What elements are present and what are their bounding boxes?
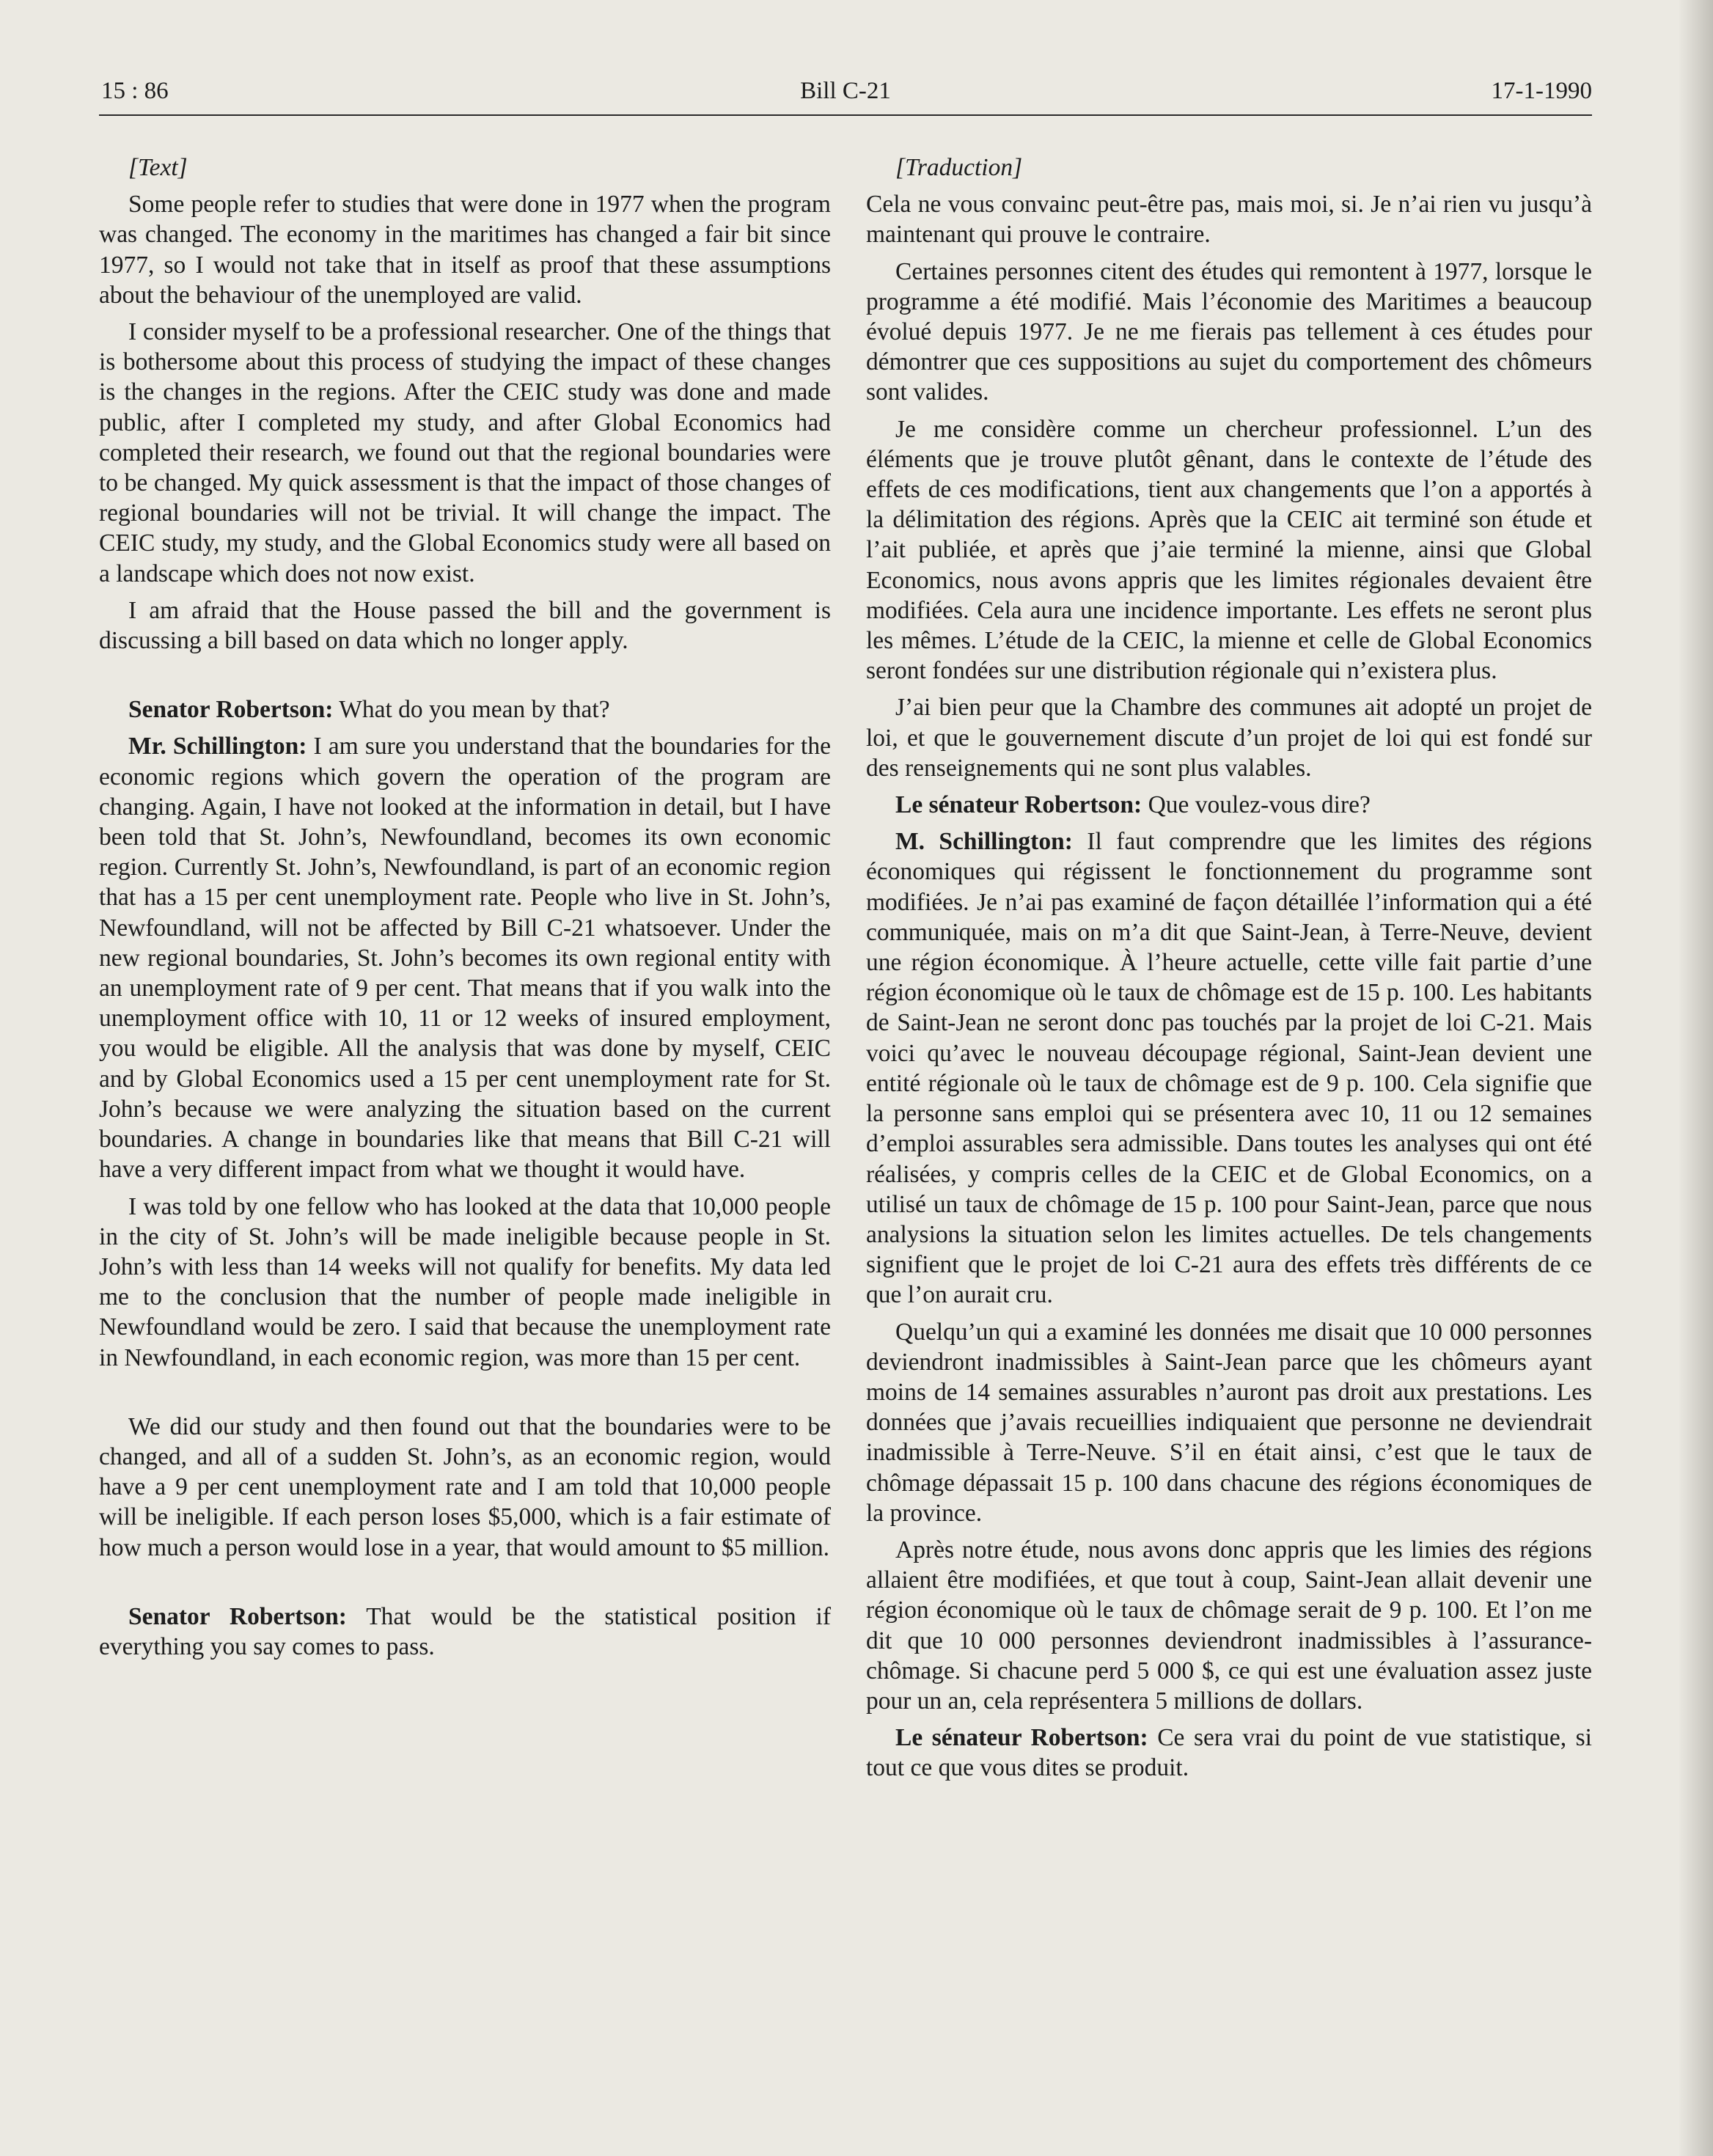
paragraph: Quelqu’un qui a examiné les données me disait que 10 000 personnes deviendront inadmissibles à Saint-Jean parce que les chômeurs ayant moins de 14 semaines assurables n’auront pas droit aux prestations. Les données que j’avais recueillies indiquaient que personne ne deviendrait inadmissible à Terre-Neuve. S’il en était ainsi, c’est que le taux de chômage dépassait 15 p. 100 dans chacune des régions économiques de la province. xyxy=(866,1318,1592,1527)
paragraph: Après notre étude, nous avons donc appris que les limies des régions allaient être modifiées, et que tout à coup, Saint-Jean allait devenir une région économique où le taux de chômage serait de 9 p. 100. Et l’on me dit que 10 000 personnes deviendront inadmissibles à l’assurance-chômage. Si chacune perd 5 000 $, ce qui est une évaluation assez juste pour un an, cela représentera 5 millions de dollars. xyxy=(866,1536,1592,1715)
label-word: Traduction xyxy=(905,154,1013,181)
speech-paragraph xyxy=(99,694,831,725)
speech-paragraph xyxy=(866,826,1592,1310)
label-bracket-close: ] xyxy=(177,154,188,181)
speaker-name: M. Schillington: xyxy=(895,828,1073,856)
speech-paragraph xyxy=(99,731,831,1184)
paragraph: Some people refer to studies that were done in 1977 when the program was changed. The economy in the maritimes has changed a fair bit since 1977, so I would not take that in itself as proof that these assumptions about the behaviour of the unemployed are valid. xyxy=(99,191,831,309)
speech-paragraph xyxy=(99,1602,831,1662)
paragraph: We did our study and then found out that the boundaries were to be changed, and all of a sudden St. John’s, as an economic region, would have a 9 per cent unemployment rate and I am told that 10,000 people will be ineligible. If each person loses $5,000, which is a fair estimate of how much a person would lose in a year, that would amount to $5 million. xyxy=(99,1412,831,1561)
paragraph: J’ai bien peur que la Chambre des communes ait adopté un projet de loi, et que le gouvernement discute d’un projet de loi qui est fondé sur des renseignements qui ne sont plus valables. xyxy=(866,694,1592,782)
speech-text: Ce sera vrai du point de vue statistique, si tout ce que vous dites se produit. xyxy=(866,1724,1592,1782)
speech-text: What do you mean by that? xyxy=(333,696,610,724)
paragraph: I consider myself to be a professional researcher. One of the things that is bothersome about this process of studying the impact of these changes is the changes in the regions. After the CEIC study was done and made public, after I completed my study, and after Global Economics had completed their research, we found out that the regional boundaries were to be changed. My quick assessment is that the impact of those changes of regional boundaries will not be trivial. It will change the impact. The CEIC study, my study, and the Global Economics study were all based on a landscape which does not now exist. xyxy=(99,318,831,587)
speech-paragraph xyxy=(866,790,1592,820)
speech-text: Il faut comprendre que les limites des régions économiques qui régissent le fonctionnement du programme sont modifiées. Je n’ai pas examiné de façon détaillée l’information qui a été communiquée, mais on m’a dit que Saint-Jean, à Terre-Neuve, devient une région économique. À l’heure actuelle, cette ville fait partie d’une région économique où le taux de chômage est de 15 p. 100. Les habitants de Saint-Jean ne seront donc pas touchés par la projet de loi C-21. Mais voici qu’avec le nouveau découpage régional, Saint-Jean devient une entité régionale où le taux de chômage est de 9 p. 100. Cela signifie que la personne sans emploi qui se présentera avec 10, 11 ou 12 semaines d’emploi assurables sera admissible. Dans toutes les analyses qui ont été réalisées, y compris celles de la CEIC et de Global Economics, on a utilisé un taux de chômage de 15 p. 100 pour Saint-Jean, parce que nous analysions la situation selon les limites actuelles. De tels changements signifient que le projet de loi C-21 aura des effets très différents de ce que l’on aurait cru. xyxy=(866,828,1592,1309)
label-bracket-open: [ xyxy=(128,154,139,181)
paragraph: Certaines personnes citent des études qui remontent à 1977, lorsque le programme a été modifié. Mais l’économie des Maritimes a beaucoup évolué depuis 1977. Je ne me fierais pas tellement à ces études pour démontrer que ces suppositions au sujet du comportement des chômeurs sont valides. xyxy=(866,257,1592,406)
speaker-name: Senator Robertson: xyxy=(128,696,334,724)
paragraph: Cela ne vous convainc peut-être pas, mais moi, si. Je n’ai rien vu jusqu’à maintenant qui prouve le contraire. xyxy=(866,191,1592,249)
speaker-name: Senator Robertson: xyxy=(128,1602,347,1630)
speech-paragraph xyxy=(866,1723,1592,1783)
text-label xyxy=(99,153,831,183)
speaker-name: Mr. Schillington: xyxy=(128,733,307,760)
traduction-label xyxy=(866,153,1592,183)
paragraph: Je me considère comme un chercheur professionnel. L’un des éléments que je trouve plutôt gênant, dans le contexte de l’étude des effets de ces modifications, tient aux changements que l’on a apportés à la délimitation des régions. Après que la CEIC ait terminé son étude et l’ait publiée, et après que j’aie terminé la mienne, ainsi que Global Economics, nous avons appris que les limites régionales devaient être modifiées. Cela aura une incidence importante. Les effets ne seront plus les mêmes. L’étude de la CEIC, la mienne et celle de Global Economics seront fondées sur une distribution régionale qui n’existera plus. xyxy=(866,415,1592,685)
page-edge-shadow xyxy=(1678,0,1713,2156)
french-column xyxy=(866,153,1592,1790)
label-bracket-close: ] xyxy=(1013,154,1023,181)
speaker-name: Le sénateur Robertson: xyxy=(895,1724,1148,1752)
speech-text: I am sure you understand that the boundaries for the economic regions which govern the operation of the program are changing. Again, I have not looked at the information in detail, but I have been told that St. John’s, Newfoundland, becomes its own economic region. Currently St. John’s, Newfoundland, is part of an economic region that has a 15 per cent unemployment rate. People who live in St. John’s, Newfoundland, will not be affected by Bill C-21 whatsoever. Under the new regional boundaries, St. John’s becomes its own regional entity with an unemployment rate of 9 per cent. That means that if you walk into the unemployment office with 10, 11 or 12 weeks of insured employment, you would be eligible. All the analysis that was done by myself, CEIC and by Global Economics used a 15 per cent unemployment rate for St. John’s because we were analyzing the situation based on the current boundaries. A change in boundaries like that means that Bill C-21 will have a very different impact from what we thought it would have. xyxy=(99,733,831,1184)
page-header xyxy=(99,75,1592,116)
label-word: Text xyxy=(138,154,178,181)
paragraph: I am afraid that the House passed the bill and the government is discussing a bill based on data which no longer apply. xyxy=(99,596,831,655)
page-number: 15 : 86 xyxy=(101,78,169,104)
speaker-name: Le sénateur Robertson: xyxy=(895,791,1142,819)
document-date: 17-1-1990 xyxy=(1491,78,1592,104)
label-bracket-open: [ xyxy=(895,154,906,181)
paragraph: I was told by one fellow who has looked at the data that 10,000 people in the city of St. John’s will be made ineligible because people in St. John’s with less than 14 weeks will not qualify for benefits. My data led me to the conclusion that the number of people made ineligible in Newfoundland would be zero. I said that because the unemployment rate in Newfoundland, in each economic region, was more than 15 per cent. xyxy=(99,1192,831,1371)
speech-text: Que voulez-vous dire? xyxy=(1142,791,1371,819)
document-title: Bill C-21 xyxy=(800,78,891,104)
english-column xyxy=(99,153,831,1668)
speech-text: That would be the statistical position if everything you say comes to pass. xyxy=(99,1602,831,1660)
